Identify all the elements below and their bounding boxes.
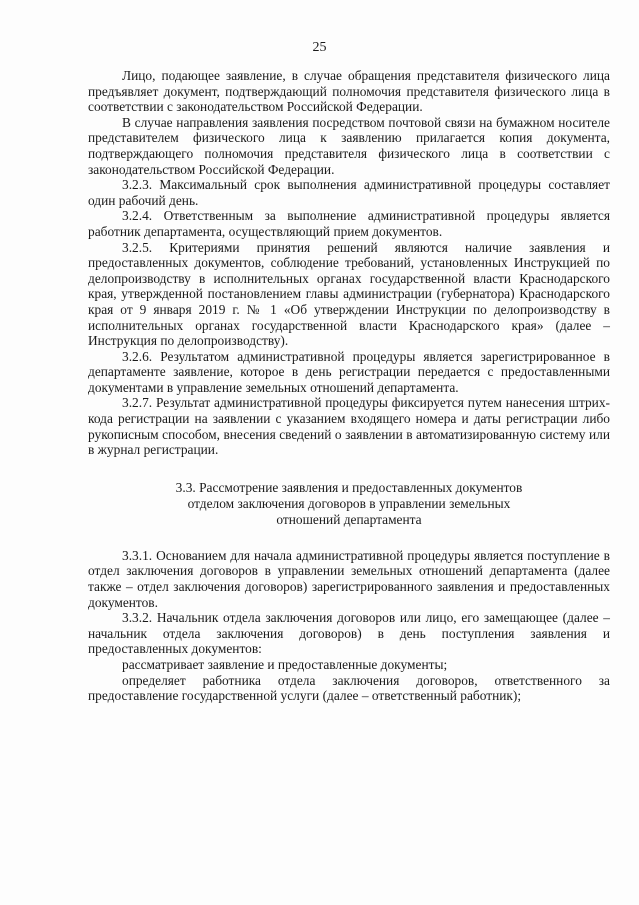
section-heading-line: отношений департамента: [276, 511, 422, 527]
paragraph-postal-submission: В случае направления заявления посредством почтовой связи на бумажном носителе представителем физического лица к заявлению прилагается копия документа, подтверждающего полномочия представителя физического лица в соответствии с законодательством Российской Федерации.: [88, 114, 610, 177]
paragraph-3-2-6: 3.2.6. Результатом административной процедуры является зарегистрированное в департаменте заявление, которое в день регистрации передается с предоставленными документами в управление земельных отношений департамента.: [88, 348, 610, 395]
section-heading-line: отделом заключения договоров в управлении земельных: [187, 495, 511, 511]
section-heading-3-3: [88, 480, 610, 528]
paragraph-3-2-5: 3.2.5. Критериями принятия решений являются наличие заявления и предоставленных документов, соблюдение требований, установленных Инструкцией по делопроизводству в исполнительных органах государственной власти Краснодарского края, утвержденной постановлением главы администрации (губернатора) Краснодарского края от 9 января 2019 г. № 1 «Об утверждении Инструкции по делопроизводству в исполнительных органах государственной власти Краснодарского края» (далее – Инструкция по делопроизводству).: [88, 239, 610, 349]
paragraph-3-3-2: 3.3.2. Начальник отдела заключения договоров или лицо, его замещающее (далее – начальник отдела заключения договоров) в день поступления заявления и предоставленных документов:: [88, 610, 610, 657]
paragraph-representative-document: Лицо, подающее заявление, в случае обращения представителя физического лица предъявляет документ, подтверждающий полномочия представителя физического лица в соответствии с законодательством Российской Федерации.: [88, 68, 610, 115]
paragraph-3-2-3: 3.2.3. Максимальный срок выполнения административной процедуры составляет один рабочий день.: [88, 177, 610, 208]
document-body: [88, 68, 610, 704]
paragraph-3-2-7: 3.2.7. Результат административной процедуры фиксируется путем нанесения штрих-кода регистрации на заявлении с указанием входящего номера и даты регистрации либо рукописным способом, внесения сведений о заявлении в автоматизированную систему или в журнал регистрации.: [88, 395, 610, 458]
paragraph-3-2-4: 3.2.4. Ответственным за выполнение административной процедуры является работник департамента, осуществляющий прием документов.: [88, 208, 610, 239]
list-item-review: рассматривает заявление и предоставленные документы;: [122, 657, 448, 672]
section-heading-line: 3.3. Рассмотрение заявления и предоставленных документов: [175, 479, 523, 495]
page-number: 25: [312, 40, 327, 55]
paragraph-3-3-1: 3.3.1. Основанием для начала административной процедуры является поступление в отдел заключения договоров в управлении земельных отношений департамента (далее также – отдел заключения договоров) зарегистрированного заявления и предоставленных документов.: [88, 547, 610, 610]
list-item-assign-worker: определяет работника отдела заключения договоров, ответственного за предоставление государственной услуги (далее – ответственный работник);: [88, 672, 610, 704]
